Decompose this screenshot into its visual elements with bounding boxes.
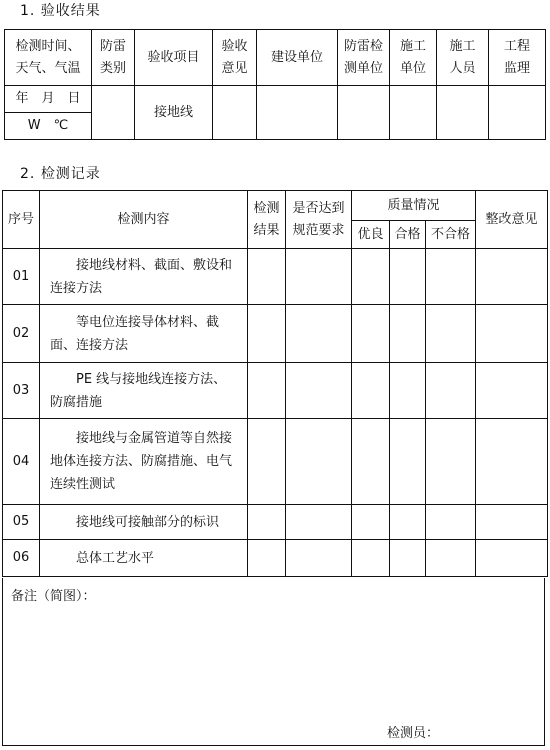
header-detection-unit-line1: 防雷检 [343, 38, 383, 54]
pass-cell[interactable] [390, 540, 426, 577]
fail-cell[interactable] [426, 305, 476, 363]
header-detection-unit-line2: 测单位 [343, 60, 383, 76]
row-content [40, 540, 248, 577]
detection-unit-value[interactable] [338, 86, 390, 140]
header-builder-unit-line1: 施工 [399, 38, 426, 54]
row-number: 06 [3, 540, 40, 577]
lightning-category-value[interactable] [92, 86, 135, 140]
table-row [3, 419, 548, 505]
result-cell[interactable] [248, 305, 286, 363]
header-time-weather-line2: 天气、气温 [15, 60, 81, 76]
date-cell[interactable]: 年 月 日 [5, 86, 92, 113]
row-number: 02 [3, 305, 40, 363]
excellent-cell[interactable] [352, 363, 390, 419]
header-lightning-category [92, 30, 135, 86]
header-no: 序号 [3, 191, 40, 249]
opinion-value[interactable] [213, 86, 257, 140]
header-acceptance-item: 验收项目 [135, 30, 213, 86]
pass-cell[interactable] [390, 305, 426, 363]
result-cell[interactable] [248, 540, 286, 577]
header-lightning-category-line2: 类别 [99, 60, 126, 76]
header-pass: 合格 [390, 221, 426, 249]
result-cell[interactable] [248, 419, 286, 505]
row-content-text: 接地线材料、截面、敷设和连接方法 [50, 257, 233, 296]
header-builder-staff [437, 30, 489, 86]
row-number: 03 [3, 363, 40, 419]
header-result-line2: 结果 [253, 222, 280, 238]
acceptance-result-table [4, 29, 546, 140]
row-number: 01 [3, 249, 40, 305]
row-number: 04 [3, 419, 40, 505]
fail-cell[interactable] [426, 419, 476, 505]
header-time-weather [5, 30, 92, 86]
header-supervision-line2: 监理 [503, 60, 530, 76]
row-content [40, 505, 248, 540]
header-meets-line1: 是否达到 [292, 200, 345, 216]
pass-cell[interactable] [390, 419, 426, 505]
section1-title: 1. 验收结果 [20, 3, 101, 19]
section2-title: 2. 检测记录 [20, 166, 101, 182]
header-time-weather-line1: 检测时间、 [15, 38, 81, 54]
excellent-cell[interactable] [352, 505, 390, 540]
pass-cell[interactable] [390, 363, 426, 419]
row-content-text: 总体工艺水平 [76, 550, 155, 566]
header-detection-unit [338, 30, 390, 86]
excellent-cell[interactable] [352, 249, 390, 305]
row-number: 05 [3, 505, 40, 540]
remarks-label: 备注（简图）： [11, 589, 96, 604]
header-supervision [489, 30, 546, 86]
result-cell[interactable] [248, 505, 286, 540]
row-content-text: 接地线与金属管道等自然接地体连接方法、防腐措施、电气连续性测试 [50, 431, 233, 492]
header-builder-unit-line2: 单位 [399, 60, 426, 76]
header-acceptance-opinion [213, 30, 257, 86]
header-builder-staff-line2: 人员 [449, 60, 476, 76]
rectify-cell[interactable] [476, 305, 548, 363]
detection-record-table [2, 190, 548, 577]
pass-cell[interactable] [390, 249, 426, 305]
rectify-cell[interactable] [476, 505, 548, 540]
inspector-label: 检测员： [387, 726, 440, 741]
header-meets-line2: 规范要求 [292, 222, 345, 238]
header-meets-standard [286, 191, 352, 249]
result-cell[interactable] [248, 363, 286, 419]
meets-cell[interactable] [286, 540, 352, 577]
header-builder-unit [390, 30, 437, 86]
fail-cell[interactable] [426, 249, 476, 305]
weather-cell[interactable]: W ℃ [5, 113, 92, 140]
table-row [3, 540, 548, 577]
header-result [248, 191, 286, 249]
header-builder-staff-line1: 施工 [449, 38, 476, 54]
meets-cell[interactable] [286, 505, 352, 540]
table-row [3, 249, 548, 305]
header-content: 检测内容 [40, 191, 248, 249]
excellent-cell[interactable] [352, 305, 390, 363]
row-content [40, 363, 248, 419]
header-rectify: 整改意见 [476, 191, 548, 249]
fail-cell[interactable] [426, 505, 476, 540]
builder-staff-value[interactable] [437, 86, 489, 140]
row-content [40, 249, 248, 305]
header-result-line1: 检测 [253, 200, 280, 216]
supervision-value[interactable] [489, 86, 546, 140]
header-construction-unit: 建设单位 [257, 30, 338, 86]
header-opinion-line2: 意见 [221, 60, 248, 76]
result-cell[interactable] [248, 249, 286, 305]
meets-cell[interactable] [286, 363, 352, 419]
table-row [3, 363, 548, 419]
table-row [3, 305, 548, 363]
header-quality: 质量情况 [352, 191, 476, 221]
excellent-cell[interactable] [352, 419, 390, 505]
rectify-cell[interactable] [476, 363, 548, 419]
rectify-cell[interactable] [476, 419, 548, 505]
meets-cell[interactable] [286, 249, 352, 305]
row-content-text: 接地线可接触部分的标识 [76, 514, 220, 530]
meets-cell[interactable] [286, 419, 352, 505]
row-content [40, 305, 248, 363]
header-excellent: 优良 [352, 221, 390, 249]
acceptance-item-value: 接地线 [135, 86, 213, 140]
construction-unit-value[interactable] [257, 86, 338, 140]
excellent-cell[interactable] [352, 540, 390, 577]
remarks-box[interactable] [2, 578, 545, 746]
row-content-text: 等电位连接导体材料、截面、连接方法 [50, 314, 220, 353]
table-row [3, 505, 548, 540]
header-lightning-category-line1: 防雷 [99, 38, 126, 54]
pass-cell[interactable] [390, 505, 426, 540]
rectify-cell[interactable] [476, 540, 548, 577]
header-opinion-line1: 验收 [221, 38, 248, 54]
rectify-cell[interactable] [476, 249, 548, 305]
builder-unit-value[interactable] [390, 86, 437, 140]
fail-cell[interactable] [426, 540, 476, 577]
fail-cell[interactable] [426, 363, 476, 419]
header-fail: 不合格 [426, 221, 476, 249]
row-content [40, 419, 248, 505]
row-content-text: PE 线与接地线连接方法、防腐措施 [50, 371, 227, 410]
header-supervision-line1: 工程 [503, 38, 530, 54]
meets-cell[interactable] [286, 305, 352, 363]
